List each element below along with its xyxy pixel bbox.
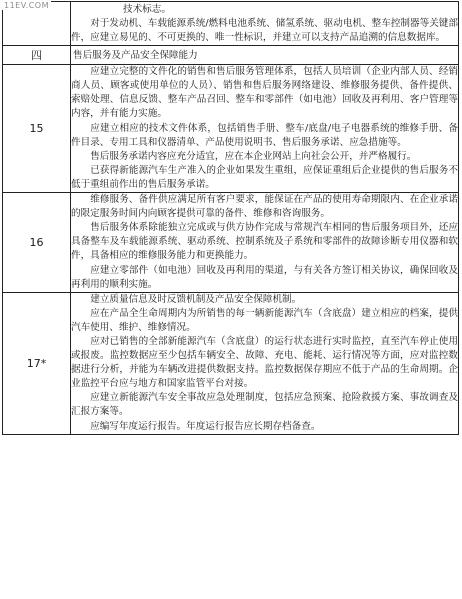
- row-heading: 技术标志。: [123, 4, 171, 15]
- paragraph: 售后服务承诺内容应充分适宜，应在本企业网站上向社会公开，并严格履行。: [90, 150, 417, 162]
- table-row: [3, 292, 459, 434]
- section-header-row: [3, 46, 459, 65]
- row-content: [71, 46, 459, 65]
- paragraph: 应在产品全生命周期内为所销售的每一辆新能源汽车（含底盘）建立相应的档案，提供汽车使用、维护、维修情况。: [71, 307, 458, 333]
- row-number: 17*: [3, 292, 71, 434]
- paragraph: 维修服务、备件供应满足所有客户要求，能保证在产品的使用寿命期限内、在企业承诺的限定服务时间内向顾客提供可靠的备件、维修和咨询服务。: [71, 194, 458, 220]
- table-row: [3, 2, 459, 46]
- row-content: [71, 65, 459, 193]
- paragraph: 应建立零部件（如电池）回收及再利用的渠道，与有关各方签订相关协议，确保回收及再利用的顺利实施。: [71, 264, 458, 290]
- row-content: [71, 292, 459, 434]
- table-row: [3, 65, 459, 193]
- paragraph: 应编写年度运行报告。年度运行报告应长期存档备查。: [90, 420, 321, 432]
- row-number: 四: [3, 46, 71, 65]
- paragraph: 应建立相应的技术文件体系，包括销售手册、整车/底盘/电子电器系统的维修手册、备件目录、专用工具和仪器清单、产品使用说明书、售后服务承诺、应急措施等。: [71, 122, 458, 148]
- table-row: [3, 193, 459, 293]
- paragraph: 应对已销售的全部新能源汽车（含底盘）的运行状态进行实时监控，直至汽车停止使用或报废。监控数据应至少包括车辆安全、故障、充电、能耗、运行情况等方面，应对监控数据进行分析，并能为车辆改进提供数据支持。监控数据保存期应不低于产品的生命周期。企业监控平台应与地方和国家监管平台对接。: [71, 335, 458, 390]
- paragraph: 应建立新能源汽车安全事故应急处理制度，包括应急预案、抢险救援方案、事故调查及汇报方案等。: [71, 392, 458, 418]
- row-number: 16: [3, 193, 71, 293]
- paragraph: 建立质量信息及时反馈机制及产品安全保障机制。: [90, 293, 302, 305]
- section-heading: 售后服务及产品安全保障能力: [73, 49, 198, 61]
- paragraph: 应建立完整的文件化的销售和售后服务管理体系，包括人员培训（企业内部人员、经销商人员、顾客或使用单位的人员）、销售和售后服务网络建设、维修服务提供、备件提供、索赔处理、信息反馈、整车产品召回、整车和零部件（如电池）回收及再利用、客户管理等内容，并有能力实施。: [71, 66, 458, 120]
- requirements-table: [2, 1, 459, 435]
- paragraph: 已获得新能源汽车生产准入的企业如果发生重组，应保证重组后企业提供的售后服务不低于重组前作出的售后服务承诺。: [71, 164, 458, 190]
- watermark: 11EV.COM: [4, 1, 50, 10]
- paragraph: 售后服务体系除能独立完成或与供方协作完成与常规汽车相同的售后服务项目外，还应具备整车及车载能源系统、驱动系统、控制系统及子系统和零部件的故障诊断专用仪器和软件，具备相应的维修服务能力和更换能力。: [71, 222, 458, 262]
- row-number: 15: [3, 65, 71, 193]
- row-content: [71, 2, 459, 46]
- row-content: [71, 193, 459, 293]
- paragraph: 对于发动机、车载能源系统/燃料电池系统、储氢系统、驱动电机、整车控制器等关键部件，应建立易见的、不可更换的、唯一性标识，并建立可以支持产品追溯的信息数据库。: [71, 18, 458, 44]
